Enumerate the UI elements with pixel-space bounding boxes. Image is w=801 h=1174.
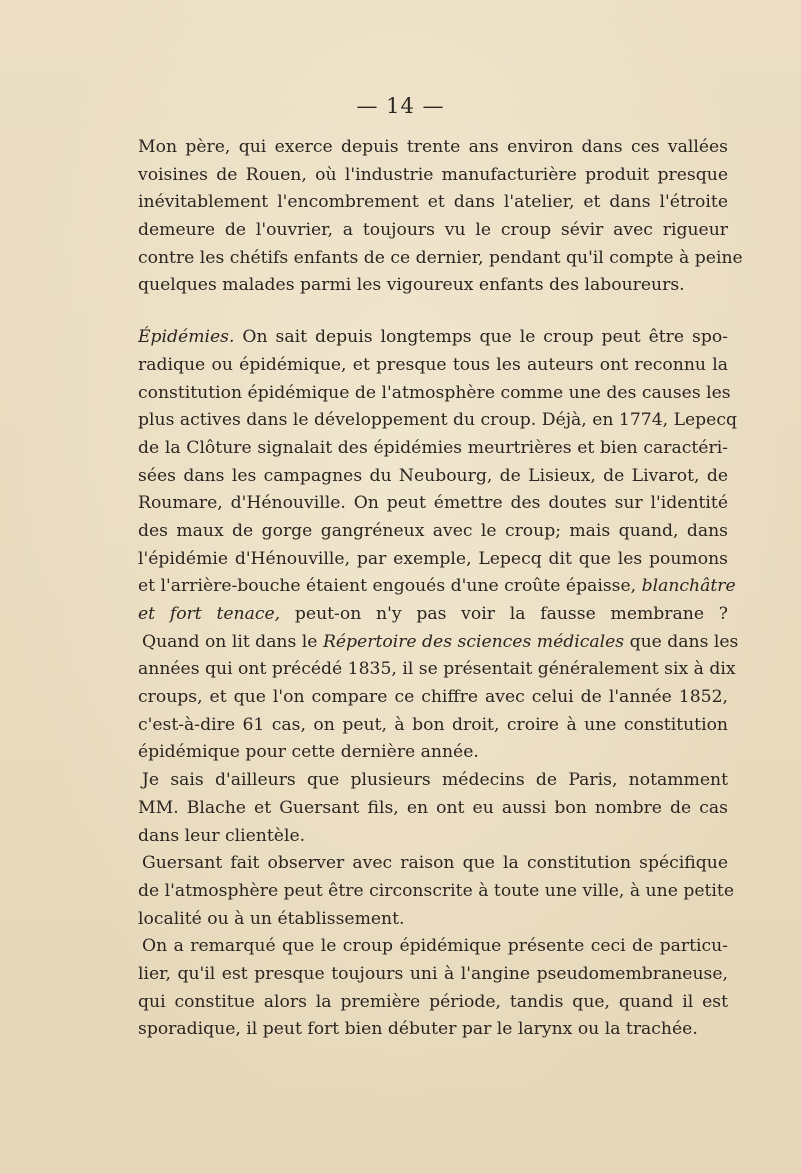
text-line: inévitablement l'encombrement et dans l'atelier, et dans l'étroite [138, 192, 728, 213]
text-line: épidémique pour cette dernière année. [138, 742, 479, 763]
text-span: et l'arrière-bouche étaient engoués d'une croûte épaisse, [138, 576, 642, 597]
text-span: Quand on lit dans le [142, 631, 323, 652]
text-body [138, 134, 743, 1044]
text-line: demeure de l'ouvrier, a toujours vu le croup sévir avec rigueur [138, 220, 728, 241]
text-line [138, 601, 728, 629]
text-line: MM. Blache et Guersant fils, en ont eu aussi bon nombre de cas [138, 797, 728, 818]
text-span: que dans les [624, 631, 739, 652]
text-span: On sait depuis longtemps que le croup peut être spo- [234, 327, 728, 348]
text-line: plus actives dans le développement du croup. Déjà, en 1774, Lepecq [138, 410, 737, 431]
paragraph-4 [138, 850, 734, 933]
text-line: lier, qu'il est presque toujours uni à l'angine pseudomembraneuse, [138, 963, 728, 984]
text-line: c'est-à-dire 61 cas, on peut, à bon droit, croire à une constitution [138, 714, 728, 735]
text-span: peut-on n'y pas voir la fausse membrane ? [280, 604, 728, 624]
text-line [138, 629, 739, 657]
text-line: Guersant fait observer avec raison que la constitution spécifique [142, 853, 728, 874]
text-line: radique ou épidémique, et presque tous les auteurs ont reconnu la [138, 354, 728, 375]
text-line: qui constitue alors la première période, tandis que, quand il est [138, 991, 728, 1012]
paragraph-5 [138, 933, 728, 1044]
text-line: On a remarqué que le croup épidémique présente ceci de particu- [142, 936, 728, 957]
text-line: croups, et que l'on compare ce chiffre avec celui de l'année 1852, [138, 687, 728, 708]
paragraph-3 [138, 767, 728, 850]
italic-span: et fort tenace, [138, 604, 281, 624]
text-line: années qui ont précédé 1835, il se présentait généralement six à dix [138, 659, 736, 680]
section-heading: Épidémies. [138, 327, 235, 348]
text-line: Mon père, qui exerce depuis trente ans environ dans ces vallées [138, 137, 728, 157]
text-line: voisines de Rouen, où l'industrie manufacturière produit presque [138, 164, 728, 185]
text-line: constitution épidémique de l'atmosphère comme une des causes les [138, 382, 731, 403]
text-line: de l'atmosphère peut être circonscrite à toute une ville, à une petite [138, 880, 734, 901]
text-line: Je sais d'ailleurs que plusieurs médecins de Paris, notamment [142, 770, 728, 791]
text-line: sporadique, il peut fort bien débuter par le larynx ou la trachée. [138, 1019, 698, 1040]
text-line: des maux de gorge gangréneux avec le croup; mais quand, dans [138, 520, 728, 541]
paragraph-2 [138, 324, 739, 767]
text-line: localité ou à un établissement. [138, 908, 405, 929]
paragraph-1 [138, 134, 743, 300]
text-line: dans leur clientèle. [138, 825, 306, 846]
text-line: sées dans les campagnes du Neubourg, de Lisieux, de Livarot, de [138, 465, 728, 486]
text-line: de la Clôture signalait des épidémies meurtrières et bien caractéri- [138, 437, 728, 458]
page-number: — 14 — [356, 94, 445, 118]
italic-span: blanchâtre [641, 576, 736, 597]
text-line: Roumare, d'Hénouville. On peut émettre des doutes sur l'identité [138, 493, 728, 514]
text-line [138, 324, 728, 352]
italic-title: Répertoire des sciences médicales [322, 631, 625, 652]
paragraph-gap [138, 300, 728, 324]
text-line: l'épidémie d'Hénouville, par exemple, Lepecq dit que les poumons [138, 548, 728, 569]
text-line [138, 573, 736, 601]
text-line: contre les chétifs enfants de ce dernier, pendant qu'il compte à peine [138, 247, 743, 268]
text-line: quelques malades parmi les vigoureux enfants des laboureurs. [138, 275, 685, 296]
